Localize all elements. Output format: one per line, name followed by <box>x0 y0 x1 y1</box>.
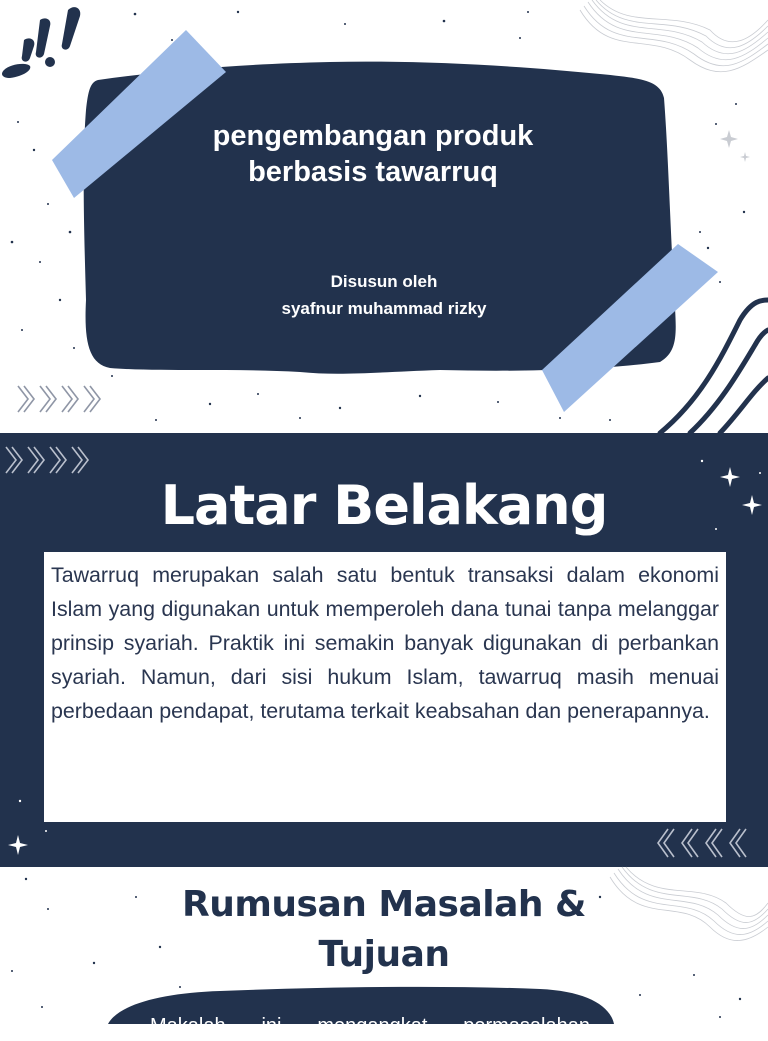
problem-slide <box>0 867 768 1037</box>
author-label: Disusun oleh <box>330 272 438 291</box>
heading-line-1: Rumusan Masalah & <box>182 884 586 925</box>
author-name: syafnur muhammad rizky <box>281 299 487 318</box>
brush-stroke-decoration <box>2 7 80 78</box>
background-paragraph: Tawarruq merupakan salah satu bentuk transaksi dalam ekonomi Islam yang digunakan untuk memperoleh dana tunai tanpa melanggar prinsip syariah. Praktik ini semakin banyak digunakan di perbankan syariah. Namun, dari sisi hukum Islam, tawarruq masih menuai perbedaan pendapat, terutama terkait keabsahan dan penerapannya. <box>51 563 719 723</box>
author-block <box>200 268 568 322</box>
title-slide <box>0 0 768 433</box>
chevron-left-icon <box>658 829 746 857</box>
chevron-right-icon <box>6 447 88 473</box>
problem-paragraph: Makalah ini mengangkat permasalahan <box>150 1015 590 1037</box>
slide1-decoration <box>0 0 768 433</box>
section-heading <box>0 880 768 980</box>
title-line-2: berbasis tawarruq <box>248 156 498 188</box>
sparkle-icon <box>720 130 750 162</box>
curve-lines-decoration <box>660 300 768 433</box>
wave-lines-decoration <box>580 0 768 72</box>
title-line-1: pengembangan produk <box>212 120 534 152</box>
chevron-right-icon <box>18 386 100 412</box>
background-slide <box>0 433 768 867</box>
presentation-title <box>120 118 626 190</box>
section-heading: Latar Belakang <box>160 474 608 537</box>
heading-line-2: Tujuan <box>318 934 450 975</box>
paragraph-box <box>44 552 726 822</box>
